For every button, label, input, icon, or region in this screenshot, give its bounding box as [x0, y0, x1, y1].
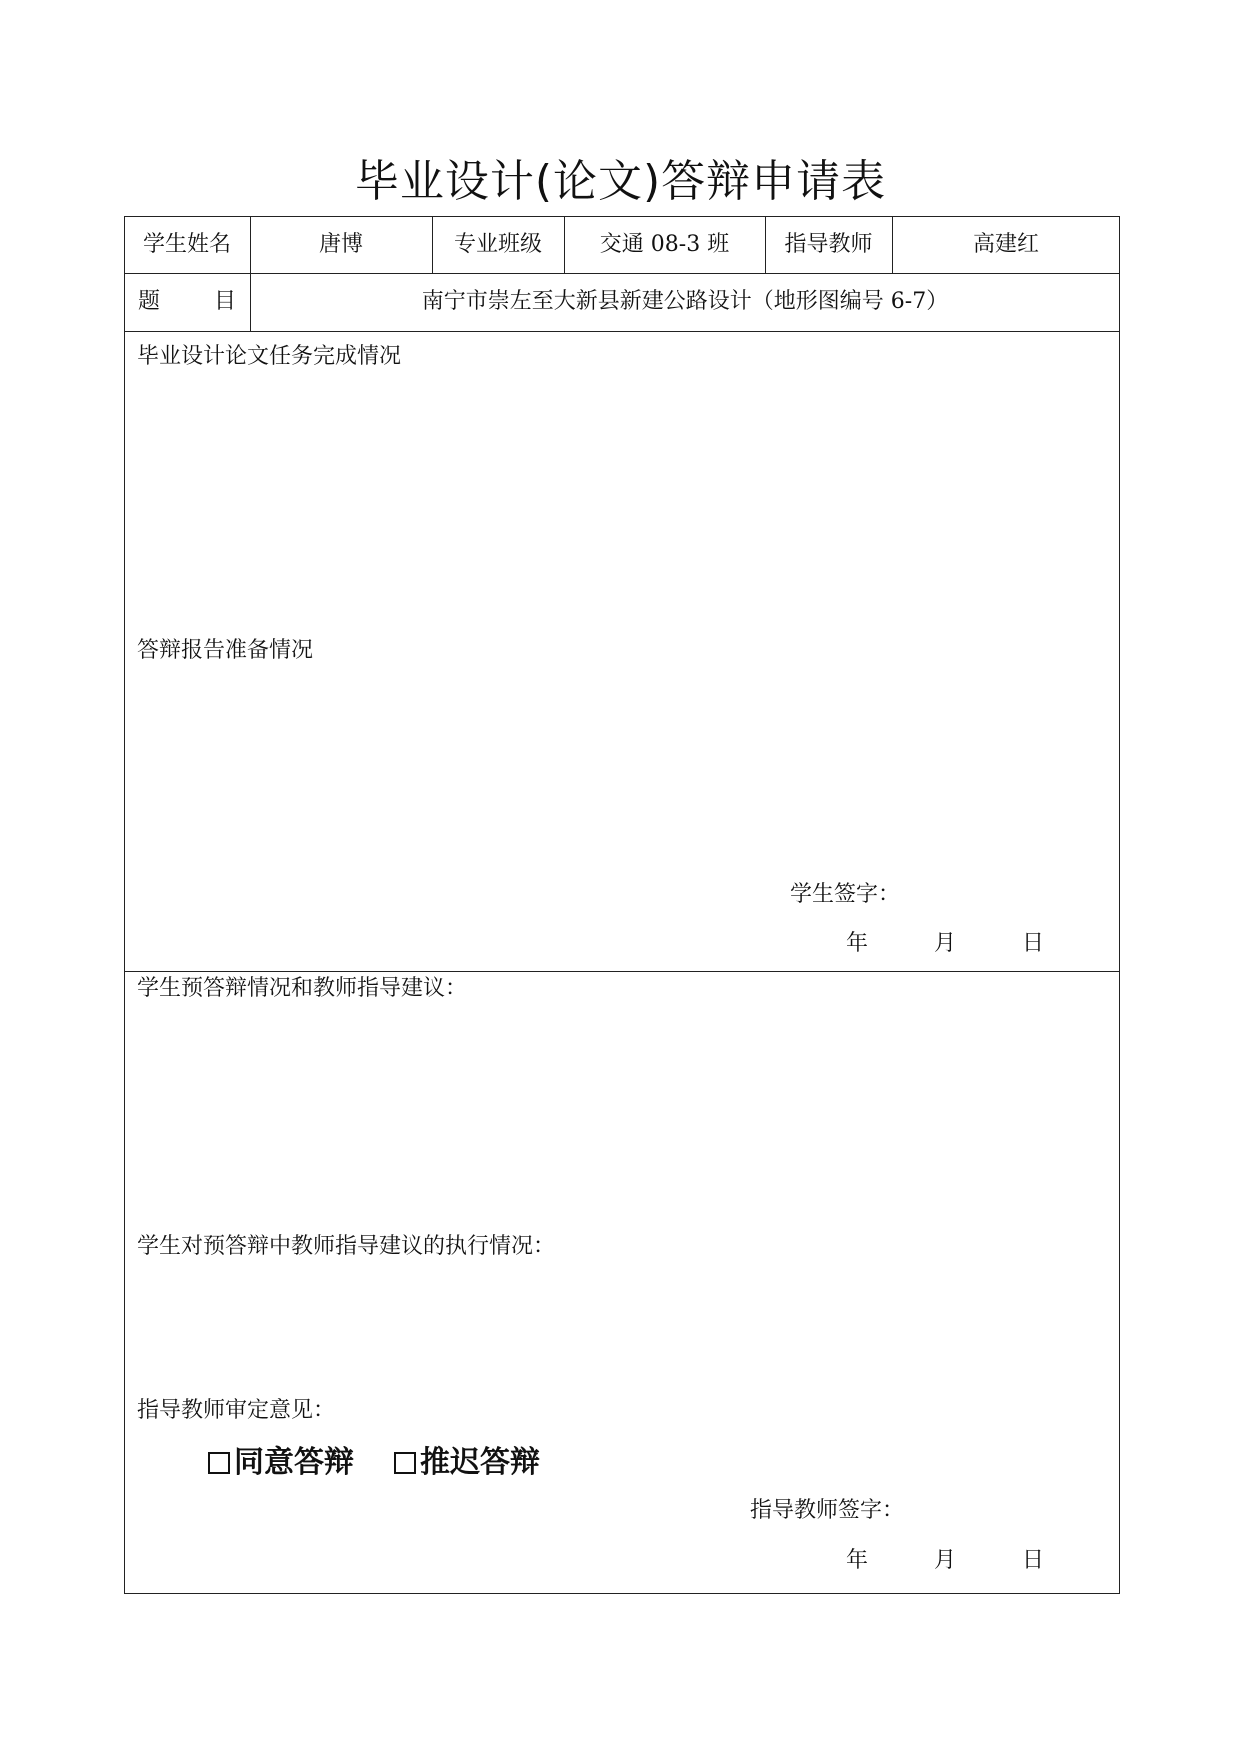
execution-label: 学生对预答辩中教师指导建议的执行情况： [137, 1234, 556, 1259]
table-frame [124, 216, 1120, 1594]
topic-label-char-2: 目 [213, 289, 236, 314]
advisor-value[interactable]: 高建红 [972, 232, 1039, 257]
report-prep-label: 答辩报告准备情况 [137, 638, 314, 663]
major-class-value[interactable]: 交通 08-3 班 [599, 232, 730, 257]
major-class-label: 专业班级 [453, 232, 542, 257]
pre-defense-label: 学生预答辩情况和教师指导建议： [137, 976, 468, 1001]
student-date-year: 年 [846, 931, 869, 956]
agree-checkbox[interactable] [208, 1452, 230, 1474]
row-divider-3 [124, 971, 1120, 972]
topic-value[interactable]: 南宁市崇左至大新县新建公路设计（地形图编号 6-7） [421, 289, 949, 314]
student-name-value[interactable]: 唐博 [318, 232, 363, 257]
advisor-label: 指导教师 [784, 232, 873, 257]
option-agree[interactable] [208, 1443, 354, 1483]
postpone-checkbox[interactable] [394, 1452, 416, 1474]
advisor-date-day: 日 [1022, 1548, 1045, 1573]
student-signature-label: 学生签字： [790, 882, 901, 907]
student-date-month: 月 [934, 931, 957, 956]
option-postpone-label: 推迟答辩 [420, 1445, 540, 1480]
row-divider-2 [124, 331, 1120, 332]
topic-label [138, 273, 236, 331]
advisor-opinion-label: 指导教师审定意见： [137, 1398, 336, 1423]
student-date-day: 日 [1022, 931, 1045, 956]
opinion-options [208, 1443, 540, 1483]
form-title: 毕业设计(论文)答辩申请表 [354, 156, 887, 207]
advisor-date-month: 月 [934, 1548, 957, 1573]
option-postpone[interactable] [394, 1443, 540, 1483]
task-completion-label: 毕业设计论文任务完成情况 [137, 344, 402, 369]
advisor-date-year: 年 [846, 1548, 869, 1573]
option-agree-label: 同意答辩 [234, 1445, 354, 1480]
student-name-label: 学生姓名 [142, 232, 231, 257]
advisor-signature-label: 指导教师签字： [750, 1498, 905, 1523]
topic-label-char-1: 题 [138, 289, 161, 314]
